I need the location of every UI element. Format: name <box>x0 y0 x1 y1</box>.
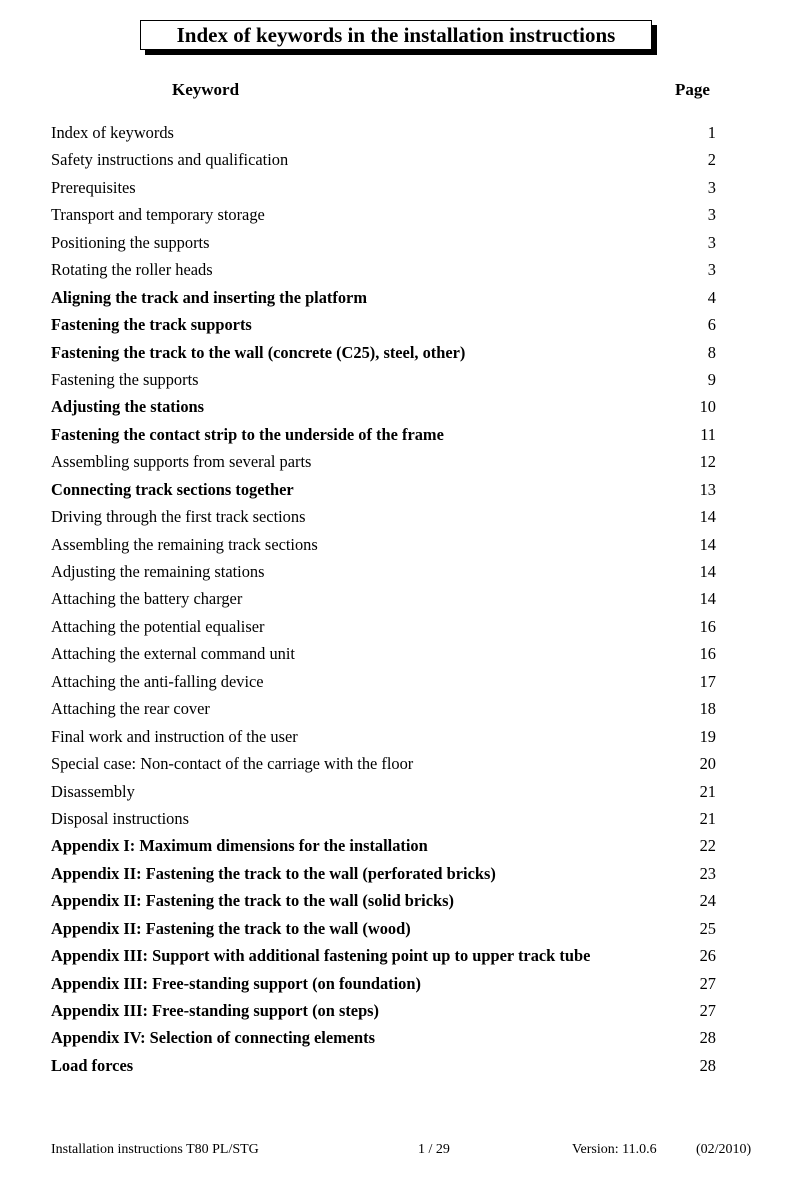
index-entry <box>51 695 721 722</box>
index-entry-label: Final work and instruction of the user <box>51 726 298 746</box>
index-entry-page: 26 <box>699 946 716 966</box>
footer-date: (02/2010) <box>696 1142 752 1157</box>
index-entry <box>51 311 721 338</box>
index-entry <box>51 339 721 366</box>
index-entry <box>51 448 721 475</box>
index-entry-page: 4 <box>707 287 716 307</box>
index-entry <box>51 201 721 228</box>
index-entry-label: Rotating the roller heads <box>51 260 213 280</box>
index-entry-label: Assembling the remaining track sections <box>51 534 318 554</box>
index-entry <box>51 229 721 256</box>
index-entry-page: 28 <box>699 1055 716 1075</box>
index-entry <box>51 393 721 420</box>
index-entry-page: 18 <box>699 699 716 719</box>
index-entry-page: 2 <box>707 150 716 170</box>
index-entry <box>51 558 721 585</box>
index-entry-label: Appendix III: Support with additional fastening point up to upper track tube <box>51 946 591 966</box>
index-entry <box>51 284 721 311</box>
index-entry-label: Attaching the potential equaliser <box>51 616 265 636</box>
index-entry-page: 3 <box>707 232 716 252</box>
index-entry-page: 20 <box>699 754 716 774</box>
index-entry-label: Appendix I: Maximum dimensions for the installation <box>51 836 428 856</box>
index-entry-label: Assembling supports from several parts <box>51 452 312 472</box>
index-entry-label: Aligning the track and inserting the platform <box>51 287 367 307</box>
index-entry-label: Disposal instructions <box>51 808 189 828</box>
index-entry <box>51 613 721 640</box>
index-entry-page: 14 <box>699 589 716 609</box>
index-entry-label: Positioning the supports <box>51 232 210 252</box>
footer-document-name: Installation instructions T80 PL/STG <box>51 1142 259 1157</box>
index-entry-page: 3 <box>707 260 716 280</box>
index-entry-label: Attaching the battery charger <box>51 589 243 609</box>
index-entry-page: 14 <box>699 534 716 554</box>
keyword-column-header: Keyword <box>172 80 240 99</box>
index-entry <box>51 1052 721 1079</box>
index-entry <box>51 146 721 173</box>
index-entry-page: 6 <box>707 315 716 335</box>
index-entry-page: 3 <box>707 205 716 225</box>
page-column-header: Page <box>675 80 710 99</box>
index-entry-page: 13 <box>699 479 716 499</box>
index-entry-label: Disassembly <box>51 781 135 801</box>
index-entry-label: Appendix III: Free-standing support (on foundation) <box>51 973 421 993</box>
index-entry <box>51 970 721 997</box>
index-entry-label: Prerequisites <box>51 177 136 197</box>
index-entry-label: Appendix II: Fastening the track to the wall (solid bricks) <box>51 891 454 911</box>
index-entry-label: Appendix III: Free-standing support (on steps) <box>51 1001 380 1020</box>
index-entry-label: Special case: Non-contact of the carriage with the floor <box>51 754 414 774</box>
index-entry <box>51 640 721 667</box>
index-entry-label: Transport and temporary storage <box>51 205 265 225</box>
index-entry-label: Load forces <box>51 1055 134 1075</box>
index-entry <box>51 887 721 914</box>
index-entry-label: Fastening the track to the wall (concrete (C25), steel, other) <box>51 342 466 362</box>
index-entry <box>51 778 721 805</box>
index-entry-label: Driving through the first track sections <box>51 507 306 527</box>
index-entry <box>51 585 721 612</box>
page-title: Index of keywords in the installation instructions <box>140 20 652 50</box>
index-entry <box>51 1024 721 1051</box>
index-entry-label: Index of keywords <box>51 123 174 142</box>
index-entry-label: Fastening the contact strip to the underside of the frame <box>51 424 444 444</box>
index-entry-label: Attaching the external command unit <box>51 644 295 664</box>
index-entry-page: 12 <box>699 452 716 472</box>
index-entry <box>51 256 721 283</box>
index-entry-label: Fastening the supports <box>51 369 199 389</box>
index-entry <box>51 174 721 201</box>
index-entry-page: 16 <box>699 644 716 664</box>
index-entry-page: 19 <box>699 726 716 746</box>
index-entry <box>51 942 721 969</box>
index-entry <box>51 997 721 1024</box>
index-entry-label: Connecting track sections together <box>51 479 294 499</box>
index-entry <box>51 860 721 887</box>
index-entry <box>51 750 721 777</box>
index-entry-label: Attaching the anti-falling device <box>51 671 264 691</box>
index-entry-label: Attaching the rear cover <box>51 699 210 719</box>
index-entry-page: 14 <box>699 507 716 527</box>
index-entry-page: 27 <box>699 1001 716 1020</box>
index-entry-label: Adjusting the stations <box>51 397 205 417</box>
index-entry-page: 23 <box>699 863 716 883</box>
index-entry-label: Adjusting the remaining stations <box>51 562 265 581</box>
index-entry <box>51 119 721 146</box>
index-entry-page: 27 <box>699 973 716 993</box>
keyword-index-list <box>51 119 721 1079</box>
index-entry-label: Safety instructions and qualification <box>51 150 289 170</box>
index-entry-page: 10 <box>699 397 716 417</box>
index-entry-label: Appendix II: Fastening the track to the wall (perforated bricks) <box>51 863 496 883</box>
footer-page-number: 1 / 29 <box>418 1142 450 1157</box>
index-entry-page: 1 <box>707 123 716 142</box>
index-entry-page: 21 <box>699 781 716 801</box>
index-entry-page: 25 <box>699 918 716 938</box>
index-entry-page: 22 <box>699 836 716 856</box>
index-entry <box>51 476 721 503</box>
index-entry-page: 28 <box>699 1028 716 1048</box>
index-entry-label: Fastening the track supports <box>51 315 252 335</box>
index-entry <box>51 668 721 695</box>
index-entry-page: 17 <box>699 671 716 691</box>
index-entry <box>51 915 721 942</box>
index-entry-page: 16 <box>699 616 716 636</box>
index-entry-label: Appendix II: Fastening the track to the wall (wood) <box>51 918 411 938</box>
index-entry-label: Appendix IV: Selection of connecting elements <box>51 1028 376 1048</box>
footer-version: Version: 11.0.6 <box>572 1142 657 1157</box>
index-entry <box>51 503 721 530</box>
index-entry <box>51 723 721 750</box>
index-entry-page: 24 <box>699 891 716 911</box>
index-entry-page: 8 <box>707 342 716 362</box>
index-entry <box>51 805 721 832</box>
index-entry-page: 9 <box>707 369 716 389</box>
index-entry <box>51 366 721 393</box>
index-entry <box>51 531 721 558</box>
index-entry-page: 21 <box>699 808 716 828</box>
index-entry-page: 11 <box>700 424 716 444</box>
index-entry <box>51 832 721 859</box>
index-entry <box>51 421 721 448</box>
index-entry-page: 14 <box>699 562 716 581</box>
index-entry-page: 3 <box>707 177 716 197</box>
